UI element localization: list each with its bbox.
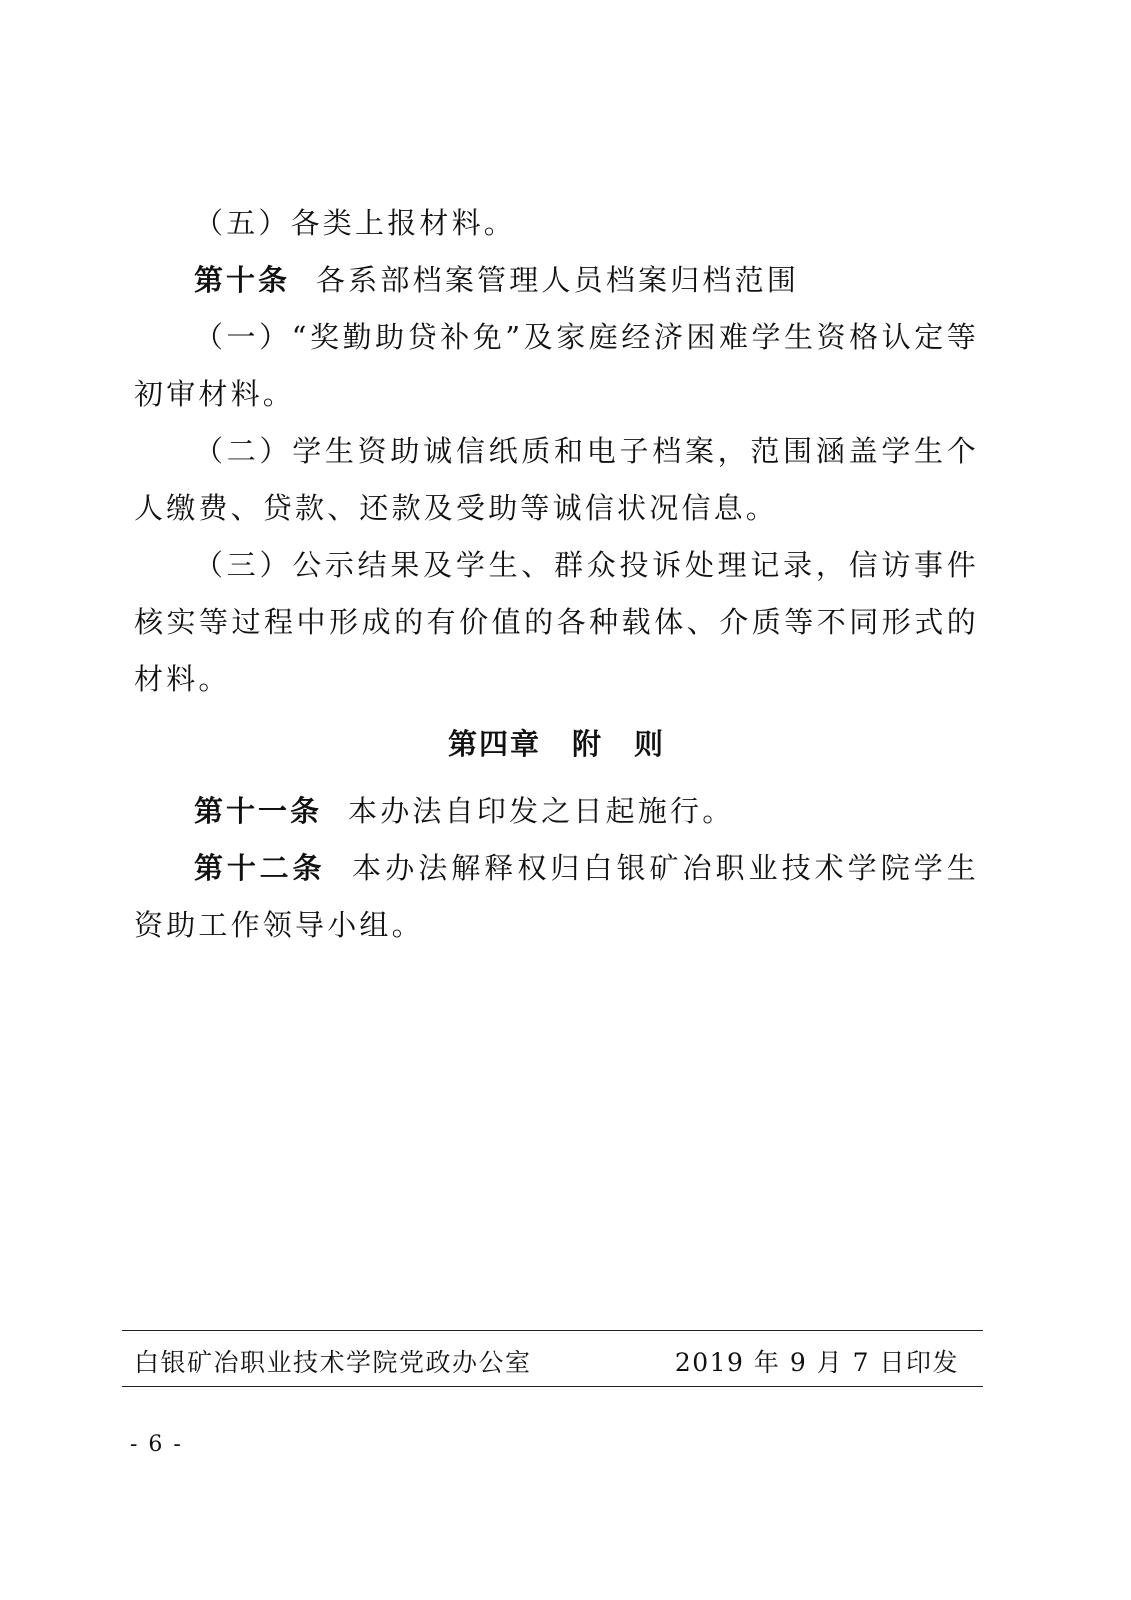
page-number: - 6 -: [130, 1432, 183, 1457]
article-10-text: 各系部档案管理人员档案归档范围: [316, 263, 800, 297]
item-5: （五）各类上报材料。: [194, 206, 517, 240]
footer-date: 2019 年 9 月 7 日印发: [674, 1348, 959, 1377]
article-10: [134, 252, 979, 309]
article-11-text: 本办法自印发之日起施行。: [348, 794, 735, 828]
footer-top-rule: [122, 1330, 983, 1331]
article-12: [134, 840, 979, 954]
document-body: [134, 195, 979, 954]
article-11-heading: 第十一条: [194, 794, 323, 828]
article-10-heading: 第十条: [194, 263, 291, 297]
footer-issuer: 白银矿冶职业技术学院党政办公室: [134, 1348, 532, 1377]
footer-bottom-rule: [122, 1386, 983, 1387]
article-11: [134, 783, 979, 840]
item-3: （三）公示结果及学生、群众投诉处理记录，信访事件核实等过程中形成的有价值的各种载体、介质等不同形式的材料。: [134, 548, 979, 696]
item-2: （二）学生资助诚信纸质和电子档案，范围涵盖学生个人缴费、贷款、还款及受助等诚信状况信息。: [134, 434, 979, 525]
chapter-title: 第四章 附 则: [447, 727, 665, 761]
item-1: （一）“奖勤助贷补免”及家庭经济困难学生资格认定等初审材料。: [134, 320, 979, 411]
article-12-heading: 第十二条: [194, 851, 326, 885]
article-12-text: 本办法解释权归白银矿冶职业技术学院学生资助工作领导小组。: [134, 851, 979, 942]
